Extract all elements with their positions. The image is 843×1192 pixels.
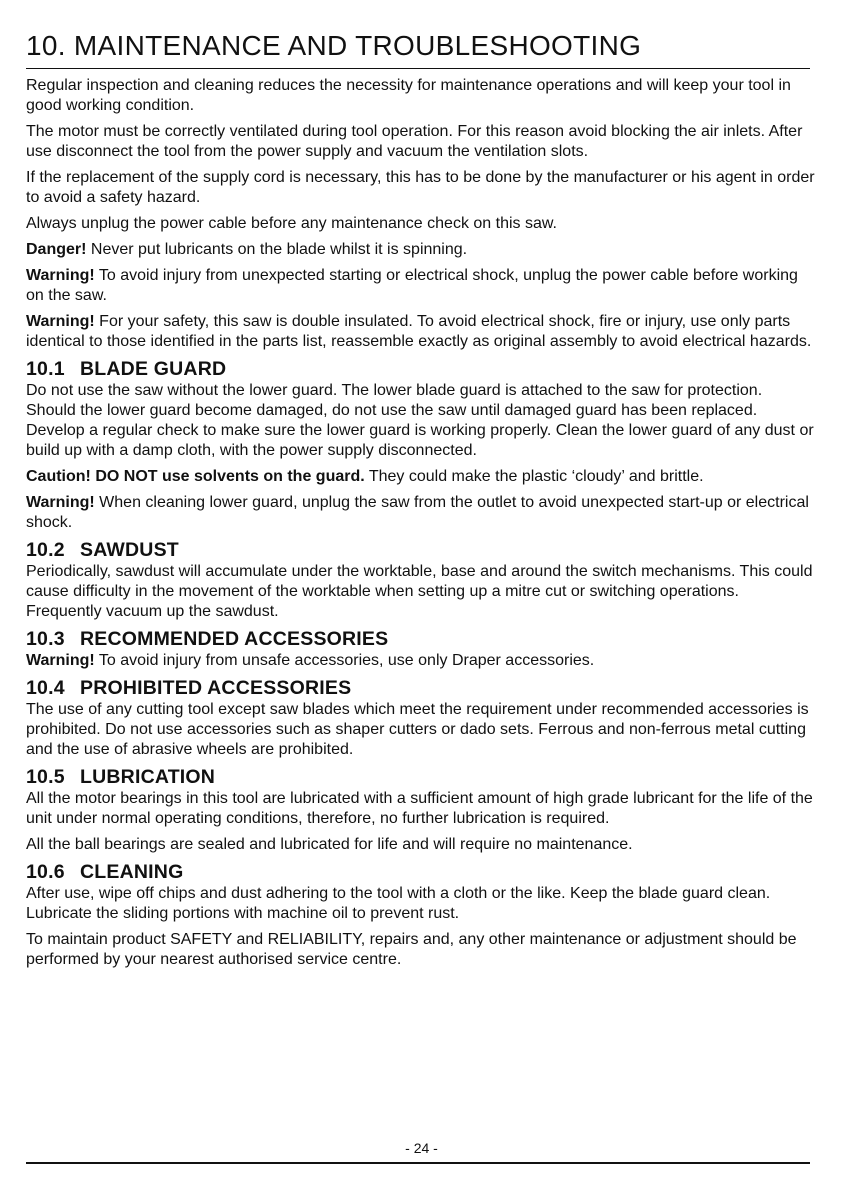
section-number: 10.3: [26, 628, 65, 650]
section-heading: [26, 539, 816, 562]
notice-lead: Warning!: [26, 652, 95, 669]
paragraph-text: To avoid injury from unsafe accessories, use only Draper accessories.: [94, 652, 595, 669]
paragraph-text: To avoid injury from unexpected starting or electrical shock, unplug the power cable before working on the saw.: [26, 267, 798, 304]
paragraph-text: When cleaning lower guard, unplug the saw from the outlet to avoid unexpected start-up or electrical shock.: [26, 494, 809, 531]
intro-paragraph: [26, 76, 816, 116]
warning-notice: [26, 651, 816, 671]
paragraph-text: All the ball bearings are sealed and lubricated for life and will require no maintenance.: [26, 836, 633, 853]
section-title: SAWDUST: [80, 539, 179, 561]
section-number: 10.4: [26, 677, 65, 699]
section-paragraph: [26, 700, 816, 760]
paragraph-text: All the motor bearings in this tool are lubricated with a sufficient amount of high grade lubricant for the life of the unit under normal operating conditions, therefore, no further lubrication is required.: [26, 790, 813, 827]
notice-lead: Warning!: [26, 494, 95, 511]
section-paragraph: [26, 562, 816, 622]
warning-notice: [26, 493, 816, 533]
section-heading: [26, 358, 816, 381]
section-heading: [26, 677, 816, 700]
section-title: CLEANING: [80, 861, 184, 883]
paragraph-text: For your safety, this saw is double insulated. To avoid electrical shock, fire or injury, use only parts identical to those identified in the parts list, reassemble exactly as original assembly to avoid electrical hazards.: [26, 313, 812, 350]
section-number: 10.2: [26, 539, 65, 561]
paragraph-text: Periodically, sawdust will accumulate under the worktable, base and around the switch mechanisms. This could cause difficulty in the movement of the worktable when setting up a mitre cut or switching operations. Frequently vacuum up the sawdust.: [26, 563, 813, 620]
paragraph-text: They could make the plastic ‘cloudy’ and brittle.: [364, 468, 704, 485]
section-paragraph: [26, 381, 816, 461]
section-number: 10.6: [26, 861, 65, 883]
paragraph-text: Do not use the saw without the lower guard. The lower blade guard is attached to the saw for protection. Should the lower guard become damaged, do not use the saw until damaged guard has been replaced. Develop a regular check to make sure the lower guard is working properly. Clean the lower guard of any dust or build up with a damp cloth, with the power supply disconnected.: [26, 382, 814, 459]
section-title: RECOMMENDED ACCESSORIES: [80, 628, 389, 650]
section-title: LUBRICATION: [80, 766, 216, 788]
paragraph-text: Always unplug the power cable before any maintenance check on this saw.: [26, 215, 557, 232]
section-number: 10.1: [26, 358, 65, 380]
title-divider: [26, 68, 810, 69]
section-number: 10.5: [26, 766, 65, 788]
page-title: 10. MAINTENANCE AND TROUBLESHOOTING: [26, 30, 642, 61]
section-heading: [26, 861, 816, 884]
section-blade-guard: [26, 358, 816, 533]
section-recommended-accessories: [26, 628, 816, 671]
section-lubrication: [26, 766, 816, 855]
section-prohibited-accessories: [26, 677, 816, 760]
danger-notice: [26, 240, 816, 260]
paragraph-text: The use of any cutting tool except saw blades which meet the requirement under recommended accessories is prohibited. Do not use accessories such as shaper cutters or dado sets. Ferrous and non-ferrous metal cutting and the use of abrasive wheels are prohibited.: [26, 701, 809, 758]
notice-lead: Caution! DO NOT use solvents on the guard.: [26, 468, 365, 485]
section-title: BLADE GUARD: [80, 358, 227, 380]
notice-lead: Warning!: [26, 313, 95, 330]
intro-block: [26, 76, 816, 352]
footer-divider: [26, 1162, 810, 1164]
section-paragraph: [26, 930, 816, 970]
warning-notice: [26, 266, 816, 306]
caution-notice: [26, 467, 816, 487]
section-paragraph: [26, 789, 816, 829]
page-body: [26, 76, 816, 976]
paragraph-text: If the replacement of the supply cord is necessary, this has to be done by the manufacturer or his agent in order to avoid a safety hazard.: [26, 169, 815, 206]
section-sawdust: [26, 539, 816, 622]
section-paragraph: [26, 884, 816, 924]
section-heading: [26, 628, 816, 651]
warning-notice: [26, 312, 816, 352]
intro-paragraph: [26, 122, 816, 162]
intro-paragraph: [26, 214, 816, 234]
page-number: - 24 -: [405, 1140, 438, 1156]
paragraph-text: To maintain product SAFETY and RELIABILITY, repairs and, any other maintenance or adjustment should be performed by your nearest authorised service centre.: [26, 931, 797, 968]
notice-lead: Danger!: [26, 241, 87, 258]
paragraph-text: The motor must be correctly ventilated during tool operation. For this reason avoid blocking the air inlets. After use disconnect the tool from the power supply and vacuum the ventilation slots.: [26, 123, 803, 160]
section-paragraph: [26, 835, 816, 855]
section-title: PROHIBITED ACCESSORIES: [80, 677, 352, 699]
intro-paragraph: [26, 168, 816, 208]
paragraph-text: Regular inspection and cleaning reduces the necessity for maintenance operations and will keep your tool in good working condition.: [26, 77, 791, 114]
section-cleaning: [26, 861, 816, 970]
paragraph-text: Never put lubricants on the blade whilst it is spinning.: [86, 241, 468, 258]
notice-lead: Warning!: [26, 267, 95, 284]
paragraph-text: After use, wipe off chips and dust adhering to the tool with a cloth or the like. Keep the blade guard clean. Lubricate the sliding portions with machine oil to prevent rust.: [26, 885, 771, 922]
section-heading: [26, 766, 816, 789]
